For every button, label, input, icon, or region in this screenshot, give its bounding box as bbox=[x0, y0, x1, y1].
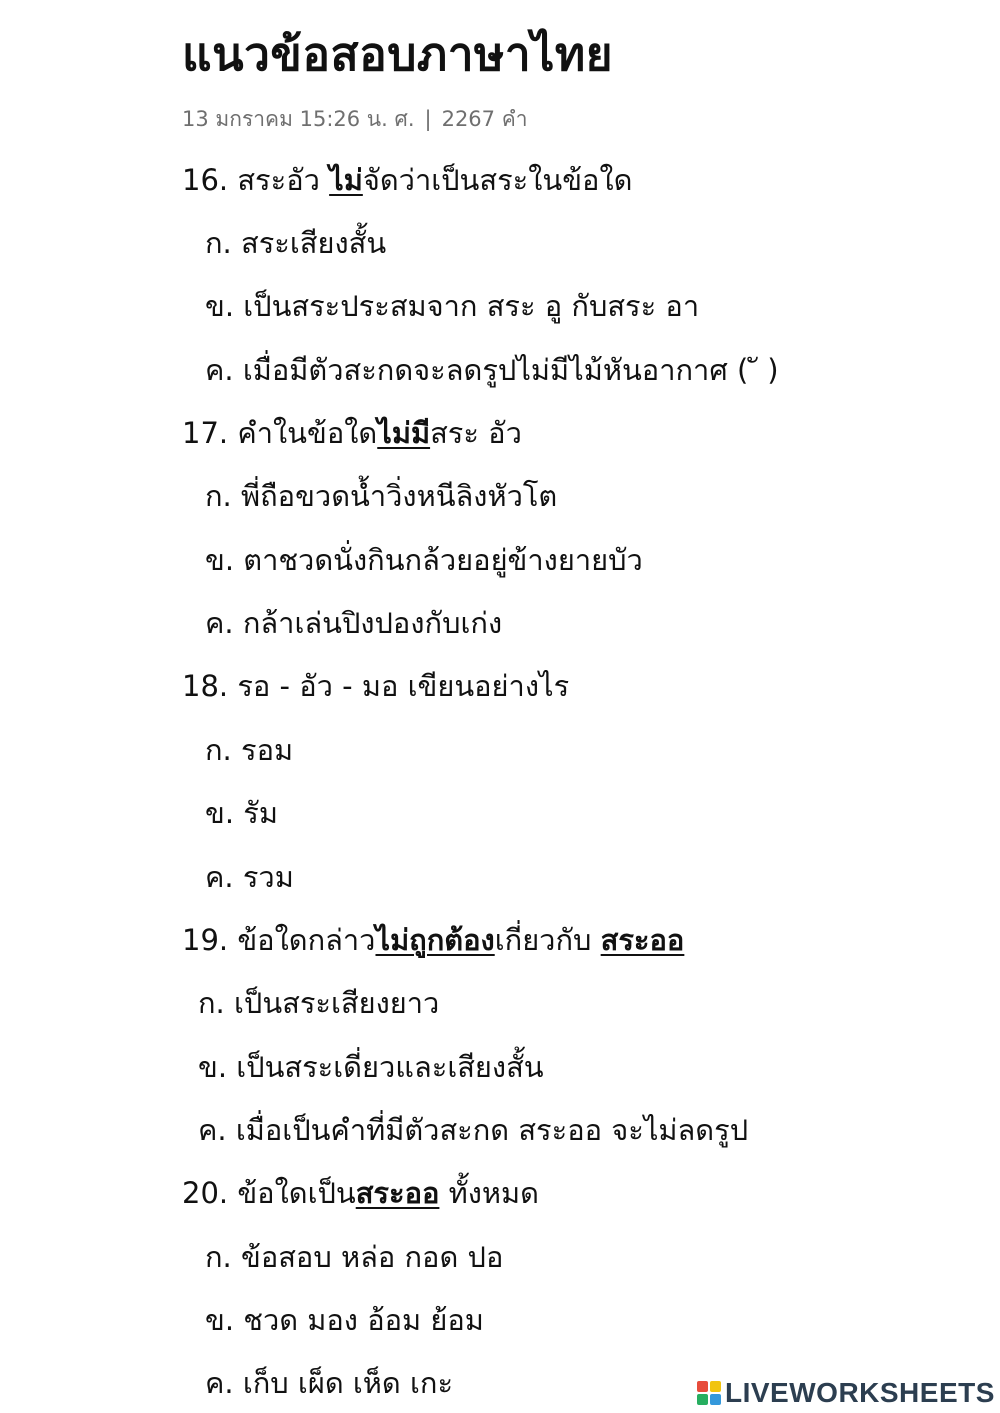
liveworksheets-watermark bbox=[697, 1376, 995, 1410]
question-16-emphasis: ไม่ bbox=[329, 163, 363, 197]
question-20-option-c: ค. เก็บ เผ็ด เห็ด เกะ bbox=[205, 1366, 454, 1400]
question-19 bbox=[182, 920, 684, 960]
question-19-emphasis: ไม่ถูกต้อง bbox=[375, 923, 495, 957]
post-meta bbox=[182, 103, 528, 136]
question-17-option-a: ก. พี่ถือขวดน้ำวิ่งหนีลิงหัวโต bbox=[205, 479, 558, 513]
question-16-option-a: ก. สระเสียงสั้น bbox=[205, 226, 387, 260]
logo-square-l bbox=[697, 1381, 708, 1392]
word-count: 2267 คำ bbox=[441, 107, 528, 131]
logo-square-v bbox=[697, 1394, 708, 1405]
question-17-emphasis: ไม่มี bbox=[377, 416, 431, 450]
question-17 bbox=[182, 413, 522, 453]
question-17-option-c: ค. กล้าเล่นปิงปองกับเก่ง bbox=[205, 606, 503, 640]
question-17-option-b: ข. ตาชวดนั่งกินกล้วยอยู่ข้างยายบัว bbox=[205, 543, 643, 577]
question-18-option-c: ค. รวม bbox=[205, 860, 294, 894]
question-20-option-a: ก. ข้อสอบ หล่อ กอด ปอ bbox=[205, 1240, 504, 1274]
question-20-option-b: ข. ชวด มอง อ้อม ย้อม bbox=[205, 1303, 484, 1337]
liveworksheets-logo-icon bbox=[697, 1381, 721, 1405]
logo-square-i bbox=[710, 1381, 721, 1392]
question-19-prefix: 19. ข้อใดกล่าว bbox=[182, 923, 376, 957]
page-title: แนวข้อสอบภาษาไทย bbox=[182, 27, 614, 81]
brand-name: LIVEWORKSHEETS bbox=[725, 1377, 995, 1408]
question-19-option-c: ค. เมื่อเป็นคำที่มีตัวสะกด สระออ จะไม่ลดรูป bbox=[198, 1113, 749, 1147]
question-20-prefix: 20. ข้อใดเป็น bbox=[182, 1176, 356, 1210]
question-18: 18. รอ - อัว - มอ เขียนอย่างไร bbox=[182, 669, 570, 703]
question-16-prefix: 16. สระอัว bbox=[182, 163, 330, 197]
question-19-option-a: ก. เป็นสระเสียงยาว bbox=[198, 986, 440, 1020]
question-20 bbox=[182, 1173, 539, 1213]
question-16-option-b: ข. เป็นสระประสมจาก สระ อู กับสระ อา bbox=[205, 289, 700, 323]
meta-separator: | bbox=[424, 107, 432, 131]
question-20-emphasis: สระออ bbox=[355, 1176, 440, 1210]
question-16-option-c: ค. เมื่อมีตัวสะกดจะลดรูปไม่มีไม้หันอากาศ ( ั ) bbox=[205, 353, 779, 387]
question-17-prefix: 17. คำในข้อใด bbox=[182, 416, 378, 450]
logo-square-e bbox=[710, 1394, 721, 1405]
question-18-option-b: ข. รัม bbox=[205, 796, 278, 830]
question-19-emphasis-2: สระออ bbox=[600, 923, 685, 957]
question-18-option-a: ก. รอม bbox=[205, 733, 294, 767]
question-16-suffix: จัดว่าเป็นสระในข้อใด bbox=[362, 163, 633, 197]
question-17-suffix: สระ อัว bbox=[430, 416, 522, 450]
question-16 bbox=[182, 160, 632, 200]
post-datetime: 13 มกราคม 15:26 น. ศ. bbox=[182, 107, 415, 131]
question-19-middle: เกี่ยวกับ bbox=[494, 923, 601, 957]
question-20-suffix: ทั้งหมด bbox=[439, 1176, 539, 1210]
question-19-option-b: ข. เป็นสระเดี่ยวและเสียงสั้น bbox=[198, 1050, 544, 1084]
